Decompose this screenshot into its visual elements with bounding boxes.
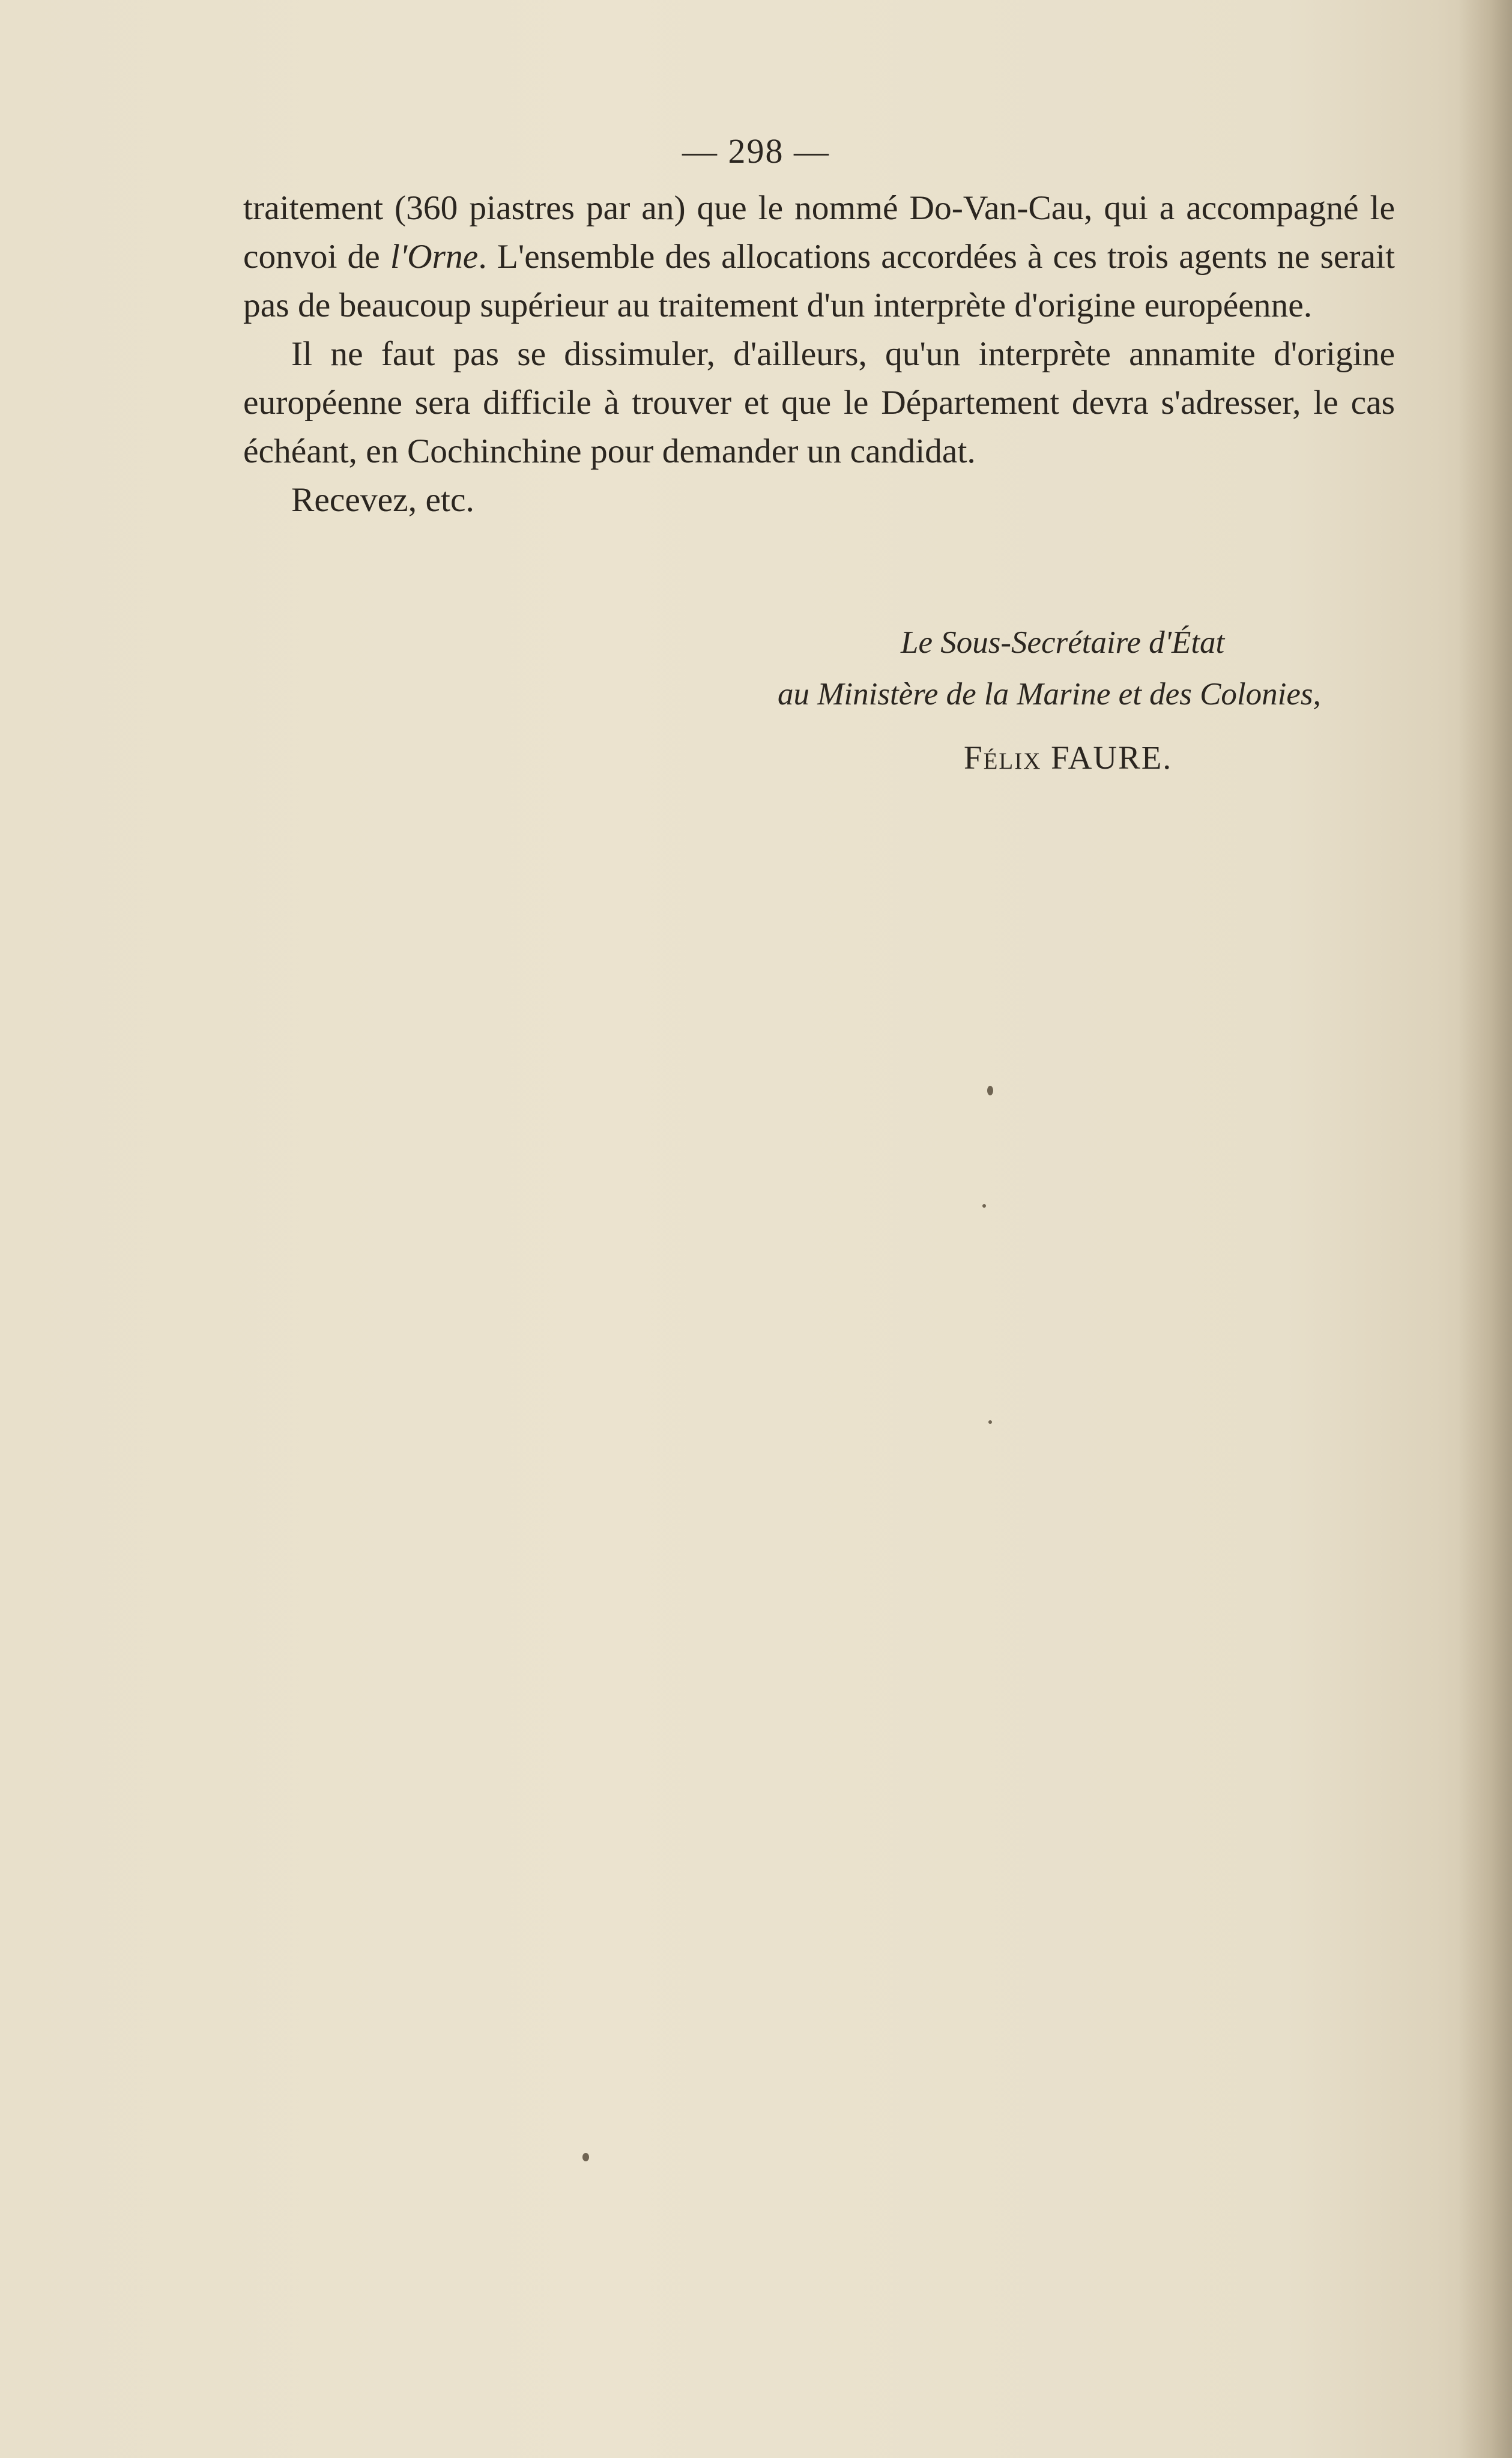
paragraph-1-italic: l'Orne [390, 238, 479, 276]
paper-speck [982, 1204, 986, 1208]
page-number: — 298 — [682, 132, 830, 171]
body-text [243, 184, 1395, 524]
paper-speck [987, 1086, 993, 1095]
signature-last-name: FAURE. [1051, 739, 1173, 776]
signature-ministry: au Ministère de la Marine et des Colonies, [778, 677, 1321, 712]
signature-first-name: Félix [964, 739, 1042, 776]
paragraph-1-text-before: traitement (360 piastres par an) que le nommé Do-Van-Cau, qui a accompagné le convoi de [243, 189, 1395, 276]
paragraph-1 [243, 184, 1395, 330]
paragraph-3: Recevez, etc. [291, 481, 474, 519]
signature-name [964, 739, 1172, 776]
signature-title: Le Sous-Secrétaire d'État [901, 625, 1225, 660]
paper-speck [582, 2153, 589, 2161]
paragraph-1-text-after: . L'ensemble des allocations accordées à ces trois agents ne serait pas de beaucoup supérieur au traitement d'un interprète d'origine européenne. [243, 238, 1395, 324]
paper-speck [988, 1420, 992, 1424]
page-edge-shadow [1458, 0, 1512, 2458]
paragraph-2: Il ne faut pas se dissimuler, d'ailleurs, qu'un interprète annamite d'origine européenne sera difficile à trouver et que le Département devra s'adresser, le cas échéant, en Cochinchine pour demander un candidat. [243, 335, 1395, 470]
